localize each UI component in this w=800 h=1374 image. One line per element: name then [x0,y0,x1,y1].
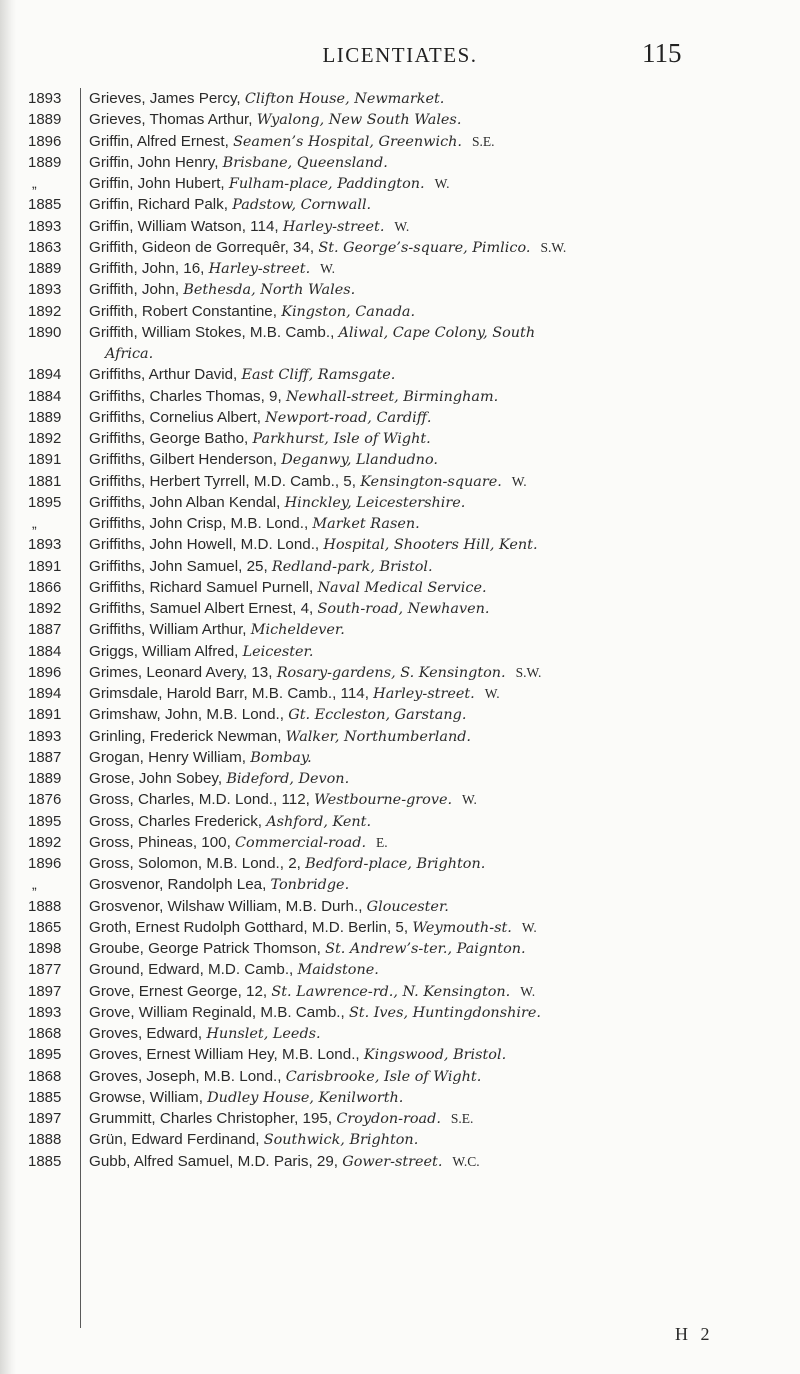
entry-row [89,1087,789,1108]
entry-year: 1892 [28,302,62,320]
entry-year: 1887 [28,621,62,639]
entry-name: Grosvenor, Randolph Lea, [89,876,271,894]
entry-address: St. Andrew’s-ter., Paignton. [325,941,526,957]
entry-year: 1888 [28,1131,62,1149]
entry-name: Griffiths, John Samuel, 25, [89,557,272,575]
entry-year: 1891 [28,557,62,575]
entry-year: 1896 [28,855,62,872]
entry-address: Ashford, Kent. [266,813,372,830]
entry-address: Maidstone. [297,962,379,979]
entry-row [89,896,789,917]
entry-postal-district: W. [320,261,336,276]
entry-name: Griffith, John, [89,281,184,299]
entry-row [89,1108,789,1129]
entry-row [89,301,789,322]
entry-name: Gubb, Alfred Samuel, M.D. Paris, 29, [89,1152,343,1170]
entry-address: Newhall-street, Birmingham. [285,388,499,405]
entry-postal-district: W. [434,176,450,191]
entry-postal-district: S.E. [472,133,495,149]
entry-address: Aliwal, Cape Colony, South [338,324,536,341]
entry-row [89,492,789,513]
entry-row [89,152,789,173]
entry-year: 1897 [28,1110,62,1127]
entry-year: 1896 [28,663,62,681]
entry-year: 1892 [28,600,62,617]
entry-address: Hospital, Shooters Hill, Kent. [323,537,538,554]
entry-address: Kingswood, Bristol. [363,1047,507,1064]
entry-row [89,726,789,747]
entry-postal-district: W. [511,473,527,489]
entry-name: Griffiths, Richard Samuel Purnell, [89,578,318,596]
entry-name: Griffith, Gideon de Gorrequêr, 34, [89,238,319,256]
entry-address: Fulham-place, Paddington. [228,176,425,192]
entry-row [89,194,789,215]
entry-name: Gross, Charles, M.D. Lond., 112, [89,791,315,809]
entry-address: South-road, Newhaven. [317,601,490,617]
entry-name: Gross, Solomon, M.B. Lond., 2, [89,855,306,872]
entry-year: 1890 [28,323,62,341]
entry-address: Leicester. [242,643,314,660]
entry-year: 1891 [28,706,62,724]
entry-row [89,343,789,364]
entry-row [89,747,789,768]
entry-year: 1893 [28,1003,62,1021]
year-column [28,88,74,1172]
entry-year: 1892 [28,833,62,851]
entry-year: 1876 [28,791,62,809]
entry-address: Gloucester. [366,898,449,915]
entry-row [89,237,789,258]
entry-address: Gower-street. [342,1153,443,1170]
entry-address: Bombay. [250,749,312,766]
entry-year: 1894 [28,366,62,384]
entry-year: 1885 [28,196,62,214]
entry-year: 1893 [28,217,62,235]
entry-row [89,1066,789,1087]
entry-row [89,258,789,279]
entry-name: Grinling, Frederick Newman, [89,727,286,745]
entry-address: Harley-street. [282,218,385,235]
entry-address: Redland-park, Bristol. [271,558,433,575]
entry-address: Hinckley, Leicestershire. [284,494,466,511]
entry-address: Africa. [105,346,154,362]
entry-name: Grimsdale, Harold Barr, M.B. Camb., 114, [89,685,374,702]
entry-year: 1866 [28,578,62,596]
entry-postal-district: S.E. [450,1111,474,1126]
entry-row [89,619,789,640]
page-number: 115 [642,38,682,68]
entry-name: Groves, Edward, [89,1025,207,1042]
entry-address: Brisbane, Queensland. [222,154,388,171]
entry-address: Commercial-road. [235,834,367,851]
entry-name: Grogan, Henry William, [89,748,251,766]
entry-row [89,322,789,343]
entry-address: Rosary-gardens, S. Kensington. [276,664,506,681]
year-column-rule [80,88,81,1328]
entry-year: 1891 [28,451,62,469]
entry-address: East Cliff, Ramsgate. [241,367,396,384]
entry-address: Deganwy, Llandudno. [281,452,438,469]
entry-address: Market Rasen. [312,516,420,532]
entry-row [89,534,789,555]
entry-row [89,789,789,810]
entry-row [89,173,789,194]
entry-name: Griggs, William Alfred, [89,642,243,660]
entry-row [89,1002,789,1023]
entry-year: 1889 [28,153,62,171]
entry-address: Bedford-place, Brighton. [305,856,486,872]
entry-year: 1884 [28,642,62,660]
entry-year: 1889 [28,111,62,129]
entry-year: 1893 [28,90,62,107]
entry-row [89,513,789,534]
entry-row [89,959,789,980]
entry-name: Griffiths, John Crisp, M.B. Lond., [89,515,313,532]
signature-mark: H 2 [675,1324,714,1344]
entry-postal-district: W.C. [452,1153,480,1169]
entry-year: 1877 [28,961,62,979]
entry-name: Griffiths, Arthur David, [89,366,242,384]
entry-row [89,1129,789,1150]
entry-year: 1898 [28,940,62,957]
entry-postal-district: W. [521,919,537,935]
entry-name: Grosvenor, Wilshaw William, M.B. Durh., [89,897,367,915]
entry-year [28,343,74,364]
entry-year: 1868 [28,1067,62,1085]
entry-year: 1889 [28,408,62,426]
entry-year: 1893 [28,727,62,745]
entry-name: Groube, George Patrick Thomson, [89,940,326,957]
entry-name: Griffiths, Charles Thomas, 9, [89,387,286,405]
entry-address: Parkhurst, Isle of Wight. [252,431,431,447]
entry-row [89,279,789,300]
entry-address: St. Ives, Huntingdonshire. [348,1004,541,1021]
entry-address: Bethesda, North Wales. [183,282,356,299]
entry-postal-district: W. [462,792,477,808]
entry-address: Southwick, Brighton. [263,1132,419,1149]
entry-row [89,981,789,1002]
entry-postal-district: W. [484,686,500,701]
entry-year: 1893 [28,536,62,554]
entry-address: Hunslet, Leeds. [206,1026,321,1042]
entry-name: Grove, Ernest George, 12, [89,982,272,1000]
entry-row [89,811,789,832]
entry-row [89,556,789,577]
entries-column [89,88,789,1172]
entry-year: 1888 [28,897,62,915]
entry-year: 1889 [28,770,62,787]
entry-name: Groves, Ernest William Hey, M.B. Lond., [89,1046,364,1064]
entry-year: 1868 [28,1025,62,1042]
entry-address: Westbourne-grove. [314,792,453,809]
entry-row [89,641,789,662]
entry-address: Micheldever. [250,622,345,639]
entry-name: Gross, Charles Frederick, [89,812,267,830]
entry-row [89,1044,789,1065]
entry-address: Bideford, Devon. [226,771,350,787]
entry-row [89,768,789,789]
entry-year: „ [32,876,37,893]
entry-address: Newport-road, Cardiff. [265,409,432,426]
entry-name: Griffin, John Henry, [89,153,223,171]
entry-year: 1893 [28,281,62,299]
entry-year: 1881 [28,472,62,490]
entry-name: Grimes, Leonard Avery, 13, [89,663,277,681]
entry-address: Croydon-road. [336,1111,441,1127]
entry-name: Groves, Joseph, M.B. Lond., [89,1067,286,1085]
entry-row [89,577,789,598]
entry-address: Seamen’s Hospital, Greenwich. [233,133,463,150]
entry-address: Harley-street. [373,686,475,702]
entry-row [89,598,789,619]
entry-address: St. Lawrence-rd., N. Kensington. [271,983,511,1000]
entry-name: Grieves, James Percy, [89,90,245,107]
entry-year: 1885 [28,1088,62,1106]
entry-address: Walker, Northumberland. [285,728,472,745]
entry-name: Griffith, John, 16, [89,260,209,277]
entry-row [89,938,789,959]
entry-year: 1894 [28,685,62,702]
entry-address: Dudley House, Kenilworth. [207,1089,404,1106]
entry-year: 1884 [28,387,62,405]
entry-row [89,364,789,385]
entry-postal-district: S.W. [515,664,542,680]
entry-year: 1896 [28,132,62,150]
entry-year: 1892 [28,430,62,447]
entry-name: Griffin, John Hubert, [89,175,229,192]
entry-name: Griffiths, Cornelius Albert, [89,408,266,426]
entry-address: Naval Medical Service. [317,579,487,596]
entry-row [89,662,789,683]
entry-name: Grove, William Reginald, M.B. Camb., [89,1003,349,1021]
entry-row [89,704,789,725]
entry-row [89,407,789,428]
entry-row [89,88,789,109]
entry-address: Kingston, Canada. [281,303,416,320]
entry-name: Griffiths, John Alban Kendal, [89,493,285,511]
entry-year: 1895 [28,1046,62,1064]
entry-row [89,874,789,895]
entry-name: Griffiths, Samuel Albert Ernest, 4, [89,600,318,617]
entry-year: 1897 [28,982,62,1000]
entry-year: 1895 [28,493,62,511]
entry-name: Grose, John Sobey, [89,770,227,787]
entry-name: Griffiths, Gilbert Henderson, [89,451,282,469]
entry-name: Grummitt, Charles Christopher, 195, [89,1110,337,1127]
entry-name: Grimshaw, John, M.B. Lond., [89,706,289,724]
entry-row [89,471,789,492]
entry-year: „ [32,515,37,531]
entry-row [89,428,789,449]
entry-name: Ground, Edward, M.D. Camb., [89,961,298,979]
entry-name: Griffin, Richard Palk, [89,196,233,214]
entry-row [89,1151,789,1172]
entry-year: 1885 [28,1152,62,1170]
entry-name: Grün, Edward Ferdinand, [89,1131,264,1149]
entry-address: Wyalong, New South Wales. [256,112,462,129]
entry-name: Griffith, Robert Constantine, [89,302,282,320]
entry-year: 1887 [28,748,62,766]
entry-year: 1863 [28,238,62,256]
entry-postal-district: W. [394,218,410,234]
entry-row [89,832,789,853]
entry-year: „ [32,175,37,191]
entry-address: Tonbridge. [270,877,350,894]
entry-address: Weymouth-st. [412,919,512,936]
entry-row [89,386,789,407]
entry-row [89,683,789,704]
entry-name: Griffith, William Stokes, M.B. Camb., [89,323,339,341]
entry-name: Griffiths, William Arthur, [89,621,251,639]
entry-row [89,1023,789,1044]
entry-row [89,131,789,152]
entry-name: Griffiths, John Howell, M.D. Lond., [89,536,324,554]
entry-address: Carisbrooke, Isle of Wight. [285,1068,482,1085]
entry-row [89,917,789,938]
entry-address: Kensington-square. [360,473,502,490]
entry-name: Growse, William, [89,1088,208,1106]
entry-postal-district: E. [376,834,388,850]
entry-address: Gt. Eccleston, Garstang. [288,707,467,724]
entry-address: St. George’s-square, Pimlico. [318,239,531,256]
entry-address: Padstow, Cornwall. [232,197,372,214]
entry-postal-district: W. [520,983,536,999]
entry-name: Gross, Phineas, 100, [89,833,236,851]
binding-gutter-shadow [0,0,16,1374]
entry-address: Clifton House, Newmarket. [244,91,445,107]
entry-name: Grieves, Thomas Arthur, [89,111,257,129]
entry-name: Griffiths, George Batho, [89,430,253,447]
entry-row [89,853,789,874]
entry-name: Griffiths, Herbert Tyrrell, M.D. Camb., 5, [89,472,361,490]
entry-address: Harley-street. [208,261,311,277]
running-title: LICENTIATES. [322,43,478,67]
entry-row [89,449,789,470]
entry-year: 1889 [28,260,62,277]
entry-row [89,216,789,237]
entry-year: 1895 [28,812,62,830]
entry-name: Griffin, William Watson, 114, [89,217,283,235]
entry-row [89,109,789,130]
entry-name: Griffin, Alfred Ernest, [89,132,234,150]
entry-postal-district: S.W. [540,239,567,255]
entry-year: 1865 [28,918,62,936]
entry-name: Groth, Ernest Rudolph Gotthard, M.D. Berlin, 5, [89,918,413,936]
